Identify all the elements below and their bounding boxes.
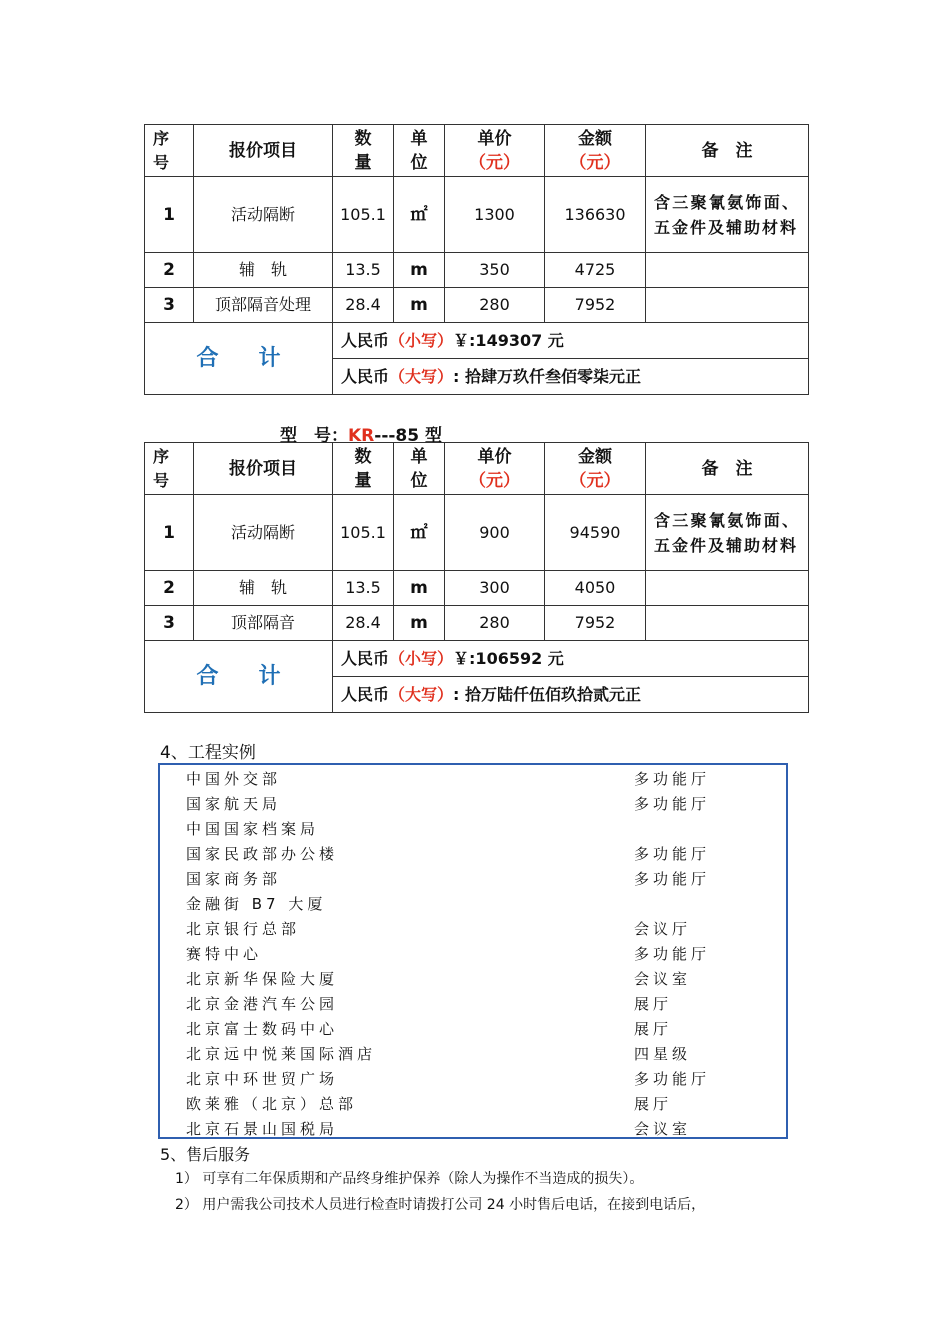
list-item xyxy=(186,843,776,868)
cell-price: 300 xyxy=(445,571,545,606)
list-item xyxy=(186,1043,776,1068)
list-item xyxy=(186,893,776,918)
list-item xyxy=(186,918,776,943)
table-row xyxy=(145,606,809,641)
header-price: 单价 （元） xyxy=(445,125,545,177)
cell-note: 含三聚氰氨饰面、五金件及辅助材料 xyxy=(646,495,809,571)
list-item xyxy=(186,793,776,818)
list-item xyxy=(186,943,776,968)
header-amount: 金额 （元） xyxy=(545,125,646,177)
total-big-cell: 人民币（大写）: 拾肆万玖仟叁佰零柒元正 xyxy=(333,359,809,395)
list-item xyxy=(186,993,776,1018)
project-type: 多功能厅 xyxy=(634,795,711,813)
project-name: 北京新华保险大厦 xyxy=(186,970,339,988)
projects-title: 4、工程实例 xyxy=(160,743,256,763)
cell-price: 280 xyxy=(445,606,545,641)
project-name: 中国外交部 xyxy=(186,770,282,788)
service-line-2: 2） 用户需我公司技术人员进行检查时请拨打公司 24 小时售后电话，在接到电话后， xyxy=(175,1197,706,1213)
cell-qty: 105.1 xyxy=(333,177,394,253)
cell-seq: 1 xyxy=(145,495,194,571)
cell-note xyxy=(646,606,809,641)
project-type: 展厅 xyxy=(634,995,673,1013)
cell-price: 280 xyxy=(445,288,545,323)
cell-note xyxy=(646,288,809,323)
project-name: 金融街 B7 大厦 xyxy=(186,895,327,913)
cell-qty: 13.5 xyxy=(333,571,394,606)
cell-price: 1300 xyxy=(445,177,545,253)
cell-note xyxy=(646,571,809,606)
project-name: 国家商务部 xyxy=(186,870,282,888)
cell-unit: m xyxy=(394,606,445,641)
header-qty: 数 量 xyxy=(333,443,394,495)
project-name: 北京金港汽车公园 xyxy=(186,995,339,1013)
cell-unit: m xyxy=(394,288,445,323)
cell-item: 辅 轨 xyxy=(194,571,333,606)
cell-price: 350 xyxy=(445,253,545,288)
cell-seq: 3 xyxy=(145,288,194,323)
header-note: 备 注 xyxy=(646,443,809,495)
header-qty: 数 量 xyxy=(333,125,394,177)
project-type: 会议室 xyxy=(634,970,692,988)
list-item xyxy=(186,968,776,993)
header-seq: 序 号 xyxy=(145,443,194,495)
cell-amount: 7952 xyxy=(545,606,646,641)
cell-qty: 28.4 xyxy=(333,288,394,323)
project-name: 北京远中悦莱国际酒店 xyxy=(186,1045,377,1063)
cell-item: 顶部隔音 xyxy=(194,606,333,641)
header-item: 报价项目 xyxy=(194,125,333,177)
quote-table-1 xyxy=(144,124,809,395)
total-small-cell: 人民币（小写）￥:149307 元 xyxy=(333,323,809,359)
list-item xyxy=(186,868,776,893)
cell-qty: 13.5 xyxy=(333,253,394,288)
cell-item: 辅 轨 xyxy=(194,253,333,288)
project-name: 北京中环世贸广场 xyxy=(186,1070,339,1088)
total-row-small xyxy=(145,641,809,677)
cell-seq: 3 xyxy=(145,606,194,641)
cell-note: 含三聚氰氨饰面、五金件及辅助材料 xyxy=(646,177,809,253)
project-name: 中国国家档案局 xyxy=(186,820,320,838)
cell-unit: ㎡ xyxy=(394,495,445,571)
cell-amount: 4050 xyxy=(545,571,646,606)
project-name: 国家航天局 xyxy=(186,795,282,813)
total-big-cell: 人民币（大写）: 拾万陆仟伍佰玖拾贰元正 xyxy=(333,677,809,713)
project-name: 欧莱雅（北京）总部 xyxy=(186,1095,358,1113)
cell-seq: 2 xyxy=(145,571,194,606)
model-label: 型 号： xyxy=(280,426,348,446)
header-unit: 单 位 xyxy=(394,443,445,495)
project-name: 国家民政部办公楼 xyxy=(186,845,339,863)
service-line-1: 1） 可享有二年保质期和产品终身维护保养（除人为操作不当造成的损失）。 xyxy=(175,1171,644,1187)
project-type: 四星级 xyxy=(634,1045,692,1063)
cell-amount: 7952 xyxy=(545,288,646,323)
project-type: 会议室 xyxy=(634,1120,692,1138)
list-item xyxy=(186,818,776,843)
header-note: 备 注 xyxy=(646,125,809,177)
project-type: 多功能厅 xyxy=(634,845,711,863)
project-name: 赛特中心 xyxy=(186,945,263,963)
cell-seq: 1 xyxy=(145,177,194,253)
project-name: 北京富士数码中心 xyxy=(186,1020,339,1038)
table-row xyxy=(145,495,809,571)
total-label: 合 计 xyxy=(145,323,333,395)
service-title: 5、售后服务 xyxy=(160,1145,251,1164)
cell-unit: ㎡ xyxy=(394,177,445,253)
table-row xyxy=(145,177,809,253)
cell-note xyxy=(646,253,809,288)
list-item xyxy=(186,1118,776,1143)
table-row xyxy=(145,253,809,288)
total-row-small xyxy=(145,323,809,359)
list-item xyxy=(186,1093,776,1118)
project-type: 会议厅 xyxy=(634,920,692,938)
quote-table-2 xyxy=(144,442,809,713)
model-code: KR xyxy=(348,426,375,446)
cell-item: 顶部隔音处理 xyxy=(194,288,333,323)
table-row xyxy=(145,288,809,323)
cell-item: 活动隔断 xyxy=(194,495,333,571)
project-name: 北京银行总部 xyxy=(186,920,301,938)
total-small-cell: 人民币（小写）￥:106592 元 xyxy=(333,641,809,677)
projects-box xyxy=(158,763,788,1139)
header-price: 单价 （元） xyxy=(445,443,545,495)
header-unit: 单 位 xyxy=(394,125,445,177)
table-row xyxy=(145,571,809,606)
cell-amount: 4725 xyxy=(545,253,646,288)
total-label: 合 计 xyxy=(145,641,333,713)
project-type: 多功能厅 xyxy=(634,870,711,888)
cell-qty: 105.1 xyxy=(333,495,394,571)
cell-seq: 2 xyxy=(145,253,194,288)
list-item xyxy=(186,1068,776,1093)
cell-price: 900 xyxy=(445,495,545,571)
list-item xyxy=(186,1018,776,1043)
header-item: 报价项目 xyxy=(194,443,333,495)
header-amount: 金额 （元） xyxy=(545,443,646,495)
project-type: 多功能厅 xyxy=(634,1070,711,1088)
model-suffix: ---85 型 xyxy=(374,426,443,446)
project-type: 展厅 xyxy=(634,1095,673,1113)
header-seq: 序 号 xyxy=(145,125,194,177)
project-type: 多功能厅 xyxy=(634,770,711,788)
cell-amount: 136630 xyxy=(545,177,646,253)
list-item xyxy=(186,768,776,793)
cell-qty: 28.4 xyxy=(333,606,394,641)
table-header-row xyxy=(145,443,809,495)
cell-amount: 94590 xyxy=(545,495,646,571)
cell-item: 活动隔断 xyxy=(194,177,333,253)
project-type: 多功能厅 xyxy=(634,945,711,963)
project-name: 北京石景山国税局 xyxy=(186,1120,339,1138)
project-type: 展厅 xyxy=(634,1020,673,1038)
cell-unit: m xyxy=(394,571,445,606)
table-header-row xyxy=(145,125,809,177)
cell-unit: m xyxy=(394,253,445,288)
